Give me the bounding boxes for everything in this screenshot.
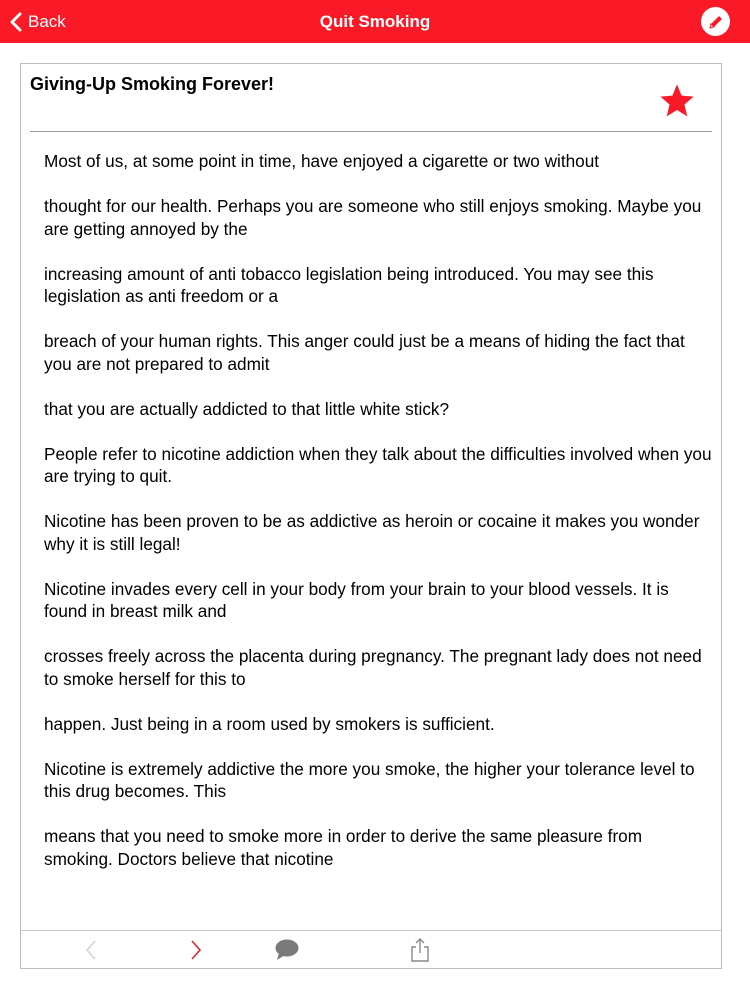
pencil-icon xyxy=(707,13,725,31)
comment-icon xyxy=(274,938,300,962)
paragraph: thought for our health. Perhaps you are someone who still enjoys smoking. Maybe you are getting annoyed by the xyxy=(44,196,702,239)
chevron-left-icon xyxy=(84,939,98,961)
paragraph: happen. Just being in a room used by smokers is sufficient. xyxy=(44,713,495,734)
comment-button[interactable] xyxy=(270,931,304,968)
paragraph: that you are actually addicted to that little white stick? xyxy=(44,398,450,419)
article-body xyxy=(44,150,715,893)
favorite-star-icon[interactable] xyxy=(658,82,696,120)
share-icon xyxy=(409,937,431,963)
chevron-right-icon xyxy=(189,939,203,961)
paragraph: crosses freely across the placenta during pregnancy. The pregnant lady does not need to smoke herself for this to xyxy=(44,646,702,689)
title-divider xyxy=(30,131,712,132)
paragraph: means that you need to smoke more in order to derive the same pleasure from smoking. Doctors believe that nicotine xyxy=(44,826,643,869)
edit-button[interactable] xyxy=(701,7,730,36)
paragraph: Most of us, at some point in time, have enjoyed a cigarette or two without xyxy=(44,151,600,171)
paragraph: increasing amount of anti tobacco legislation being introduced. You may see this legislation as anti freedom or a xyxy=(44,263,654,306)
paragraph: Nicotine invades every cell in your body from your brain to your blood vessels. It is found in breast milk and xyxy=(44,578,669,621)
article-title: Giving-Up Smoking Forever! xyxy=(30,74,275,94)
paragraph: breach of your human rights. This anger could just be a means of hiding the fact that you are not prepared to admit xyxy=(44,331,685,374)
paragraph: Nicotine has been proven to be as addictive as heroin or cocaine it makes you wonder why it is still legal! xyxy=(44,511,700,554)
paragraph: People refer to nicotine addiction when they talk about the difficulties involved when you are trying to quit. xyxy=(44,443,712,486)
navigation-bar xyxy=(0,0,750,43)
paragraph: Nicotine is extremely addictive the more you smoke, the higher your tolerance level to this drug becomes. This xyxy=(44,758,695,801)
previous-button[interactable] xyxy=(76,931,106,968)
next-button[interactable] xyxy=(181,931,211,968)
article-card xyxy=(20,63,722,969)
bottom-toolbar xyxy=(21,930,721,968)
share-button[interactable] xyxy=(405,931,435,968)
back-label: Back xyxy=(28,11,66,31)
page-title: Quit Smoking xyxy=(319,12,431,31)
